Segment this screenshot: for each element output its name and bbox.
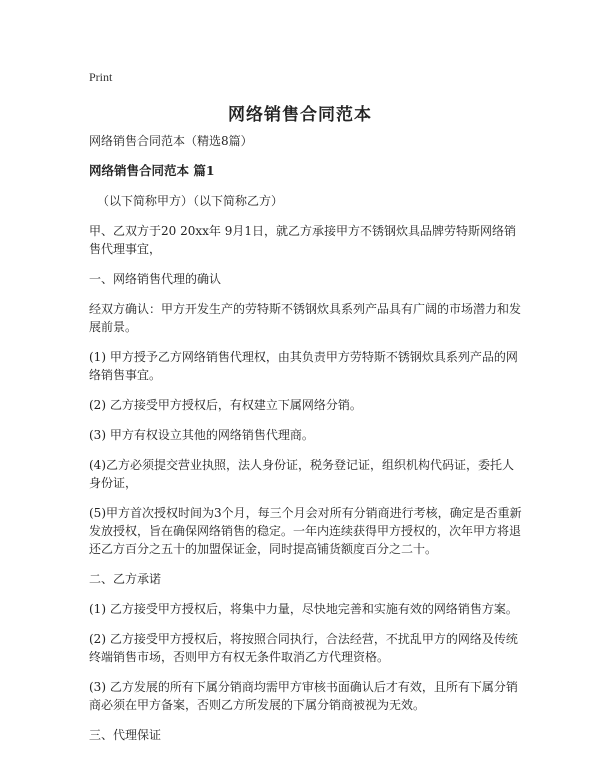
heading-party-b-commitment: 二、乙方承诺 [89,572,162,586]
clause-2-1: (1) 乙方接受甲方授权后，将集中力量，尽快地完善和实施有效的网络销售方案。 [89,602,518,616]
clause-2-2: (2) 乙方接受甲方授权后，将按照合同执行，合法经营，不扰乱甲方的网络及传统终端销售市场，否则甲方有权无条件取消乙方代理资格。 [89,632,518,664]
clause-1-2: (2) 乙方接受甲方授权后，有权建立下属网络分销。 [89,398,362,412]
clause-1-3: (3) 甲方有权设立其他的网络销售代理商。 [89,428,314,442]
confirmation-text: 经双方确认：甲方开发生产的劳特斯不锈钢炊具系列产品具有广阔的市场潜力和发展前景。 [89,302,522,334]
document-title: 网络销售合同范本 [228,105,372,125]
document-subtitle: 网络销售合同范本（精选8篇） [89,134,253,148]
section-heading: 网络销售合同范本 篇1 [89,163,215,178]
heading-confirmation: 一、网络销售代理的确认 [89,272,222,286]
print-label[interactable]: Print [89,70,113,84]
clause-2-3: (3) 乙方发展的所有下属分销商均需甲方审核书面确认后才有效，且所有下属分销商必须在甲方备案，否则乙方所发展的下属分销商被视为无效。 [89,680,518,712]
clause-1-5: (5)甲方首次授权时间为3个月，每三个月会对所有分销商进行考核，确定是否重新发放授权，旨在确保网络销售的稳定。一年内连续获得甲方授权的，次年甲方将退还乙方百分之五十的加盟保证金，同时提高铺货额度百分之二十。 [89,506,522,556]
heading-agency-guarantee: 三、代理保证 [89,728,162,742]
parties-line: （以下简称甲方）（以下简称乙方） [97,194,284,208]
clause-1-1: (1) 甲方授予乙方网络销售代理权，由其负责甲方劳特斯不锈钢炊具系列产品的网络销售事宜。 [89,350,518,382]
clause-1-4: (4)乙方必须提交营业执照，法人身份证，税务登记证，组织机构代码证，委托人身份证， [89,458,515,490]
document-body [89,132,524,756]
intro-paragraph: 甲、乙双方于20 20xx年 9月1日，就乙方承接甲方不锈钢炊具品牌劳特斯网络销售代理事宜， [89,224,516,256]
